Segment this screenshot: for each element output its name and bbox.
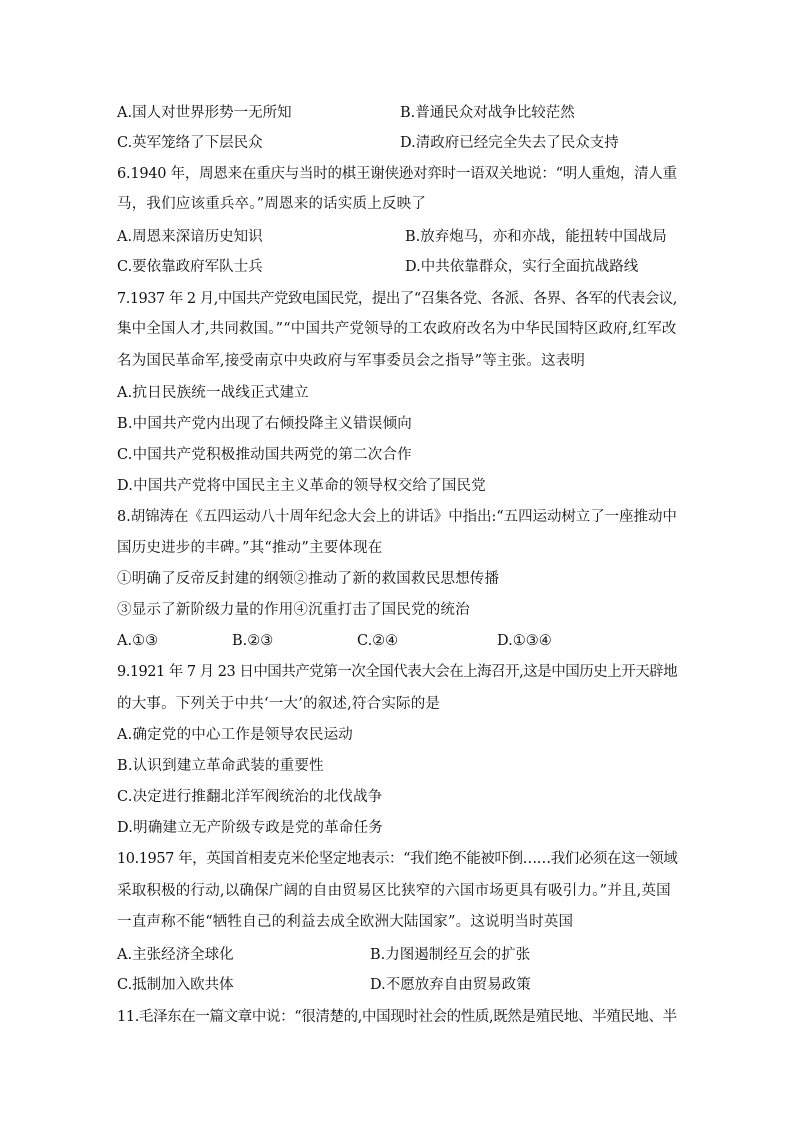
q8-option-b: B.②③ [232, 633, 274, 649]
q5-option-b: B.普通民众对战争比较茫然 [400, 105, 575, 121]
q5-option-d: D.清政府已经完全失去了民众支持 [400, 135, 619, 151]
q9-option-d: D.明确建立无产阶级专政是党的革命任务 [117, 820, 384, 836]
q7-option-d: D.中国共产党将中国民主主义革命的领导权交给了国民党 [117, 478, 486, 494]
q7-option-b: B.中国共产党内出现了右倾投降主义错误倾向 [117, 416, 412, 432]
q10-option-c: C.抵制加入欧共体 [117, 977, 234, 993]
q7-option-c: C.中国共产党积极推动国共两党的第二次合作 [117, 447, 412, 463]
q10-option-d: D.不愿放弃自由贸易政策 [370, 977, 531, 993]
q6-stem-line-1: 6.1940 年，周恩来在重庆与当时的棋王谢侠逊对弈时一语双关地说：“明人重炮，清人重 [117, 166, 677, 182]
q9-option-a: A.确定党的中心工作是领导农民运动 [117, 727, 353, 743]
q5-option-c: C.英军笼络了下层民众 [117, 135, 263, 151]
q6-option-d: D.中共依靠群众，实行全面抗战路线 [405, 259, 639, 275]
q6-option-c: C.要依靠政府军队士兵 [117, 259, 263, 275]
q8-option-a: A.①③ [117, 633, 159, 649]
q9-option-c: C.决定进行推翻北洋军阀统治的北伐战争 [117, 789, 383, 805]
q10-option-a: A.主张经济全球化 [117, 947, 234, 963]
q10-option-b: B.力图遏制经互会的扩张 [370, 947, 531, 963]
q8-item-line-1: ①明确了反帝反封建的纲领②推动了新的救国救民思想传播 [117, 571, 500, 587]
q7-stem-line-3: 名为国民革命军,接受南京中央政府与军事委员会之指导”等主张。这表明 [117, 353, 586, 369]
q6-option-a: A.周恩来深谙历史知识 [117, 229, 263, 245]
q9-stem-line-1: 9.1921 年 7 月 23 日中国共产党第一次全国代表大会在上海召开,这是中国历史上开天辟地 [117, 664, 678, 680]
q8-option-c: C.②④ [357, 633, 399, 649]
q9-option-b: B.认识到建立革命武装的重要性 [117, 758, 324, 774]
q10-stem-line-3: 一直声称不能“牺牲自己的利益去成全欧洲大陆国家”。这说明当时英国 [117, 914, 574, 930]
q8-stem-line-2: 国历史进步的丰碑。”其“推动”主要体现在 [117, 540, 383, 556]
q8-stem-line-1: 8.胡锦涛在《五四运动八十周年纪念大会上的讲话》中指出:“五四运动树立了一座推动中 [117, 509, 677, 525]
q8-option-d: D.①③④ [497, 633, 552, 649]
q8-item-line-2: ③显示了新阶级力量的作用④沉重打击了国民党的统治 [117, 602, 470, 618]
q5-option-a: A.国人对世界形势一无所知 [117, 105, 292, 121]
q11-stem-line-1: 11.毛泽东在一篇文章中说：“很清楚的,中国现时社会的性质,既然是殖民地、半殖民地、半 [117, 1009, 677, 1025]
q6-stem-line-2: 马，我们应该重兵卒。”周恩来的话实质上反映了 [117, 196, 427, 212]
q9-stem-line-2: 的大事。下列关于中共‘一大’的叙述,符合实际的是 [117, 696, 441, 712]
q7-option-a: A.抗日民族统一战线正式建立 [117, 385, 309, 401]
q7-stem-line-1: 7.1937 年 2 月,中国共产党致电国民党，提出了“召集各党、各派、各界、各军的代表会议, [117, 291, 677, 307]
q6-option-b: B.放弃炮马，亦和亦战，能扭转中国战局 [405, 229, 667, 245]
q7-stem-line-2: 集中全国人才,共同救国。”“中国共产党领导的工农政府改名为中华民国特区政府,红军改 [117, 321, 677, 337]
q10-stem-line-1: 10.1957 年，英国首相麦克米伦坚定地表示：“我们绝不能被吓倒……我们必须在这一领域 [117, 851, 678, 867]
q10-stem-line-2: 采取积极的行动,以确保广阔的自由贸易区比狭窄的六国市场更具有吸引力。”并且,英国 [117, 883, 671, 899]
